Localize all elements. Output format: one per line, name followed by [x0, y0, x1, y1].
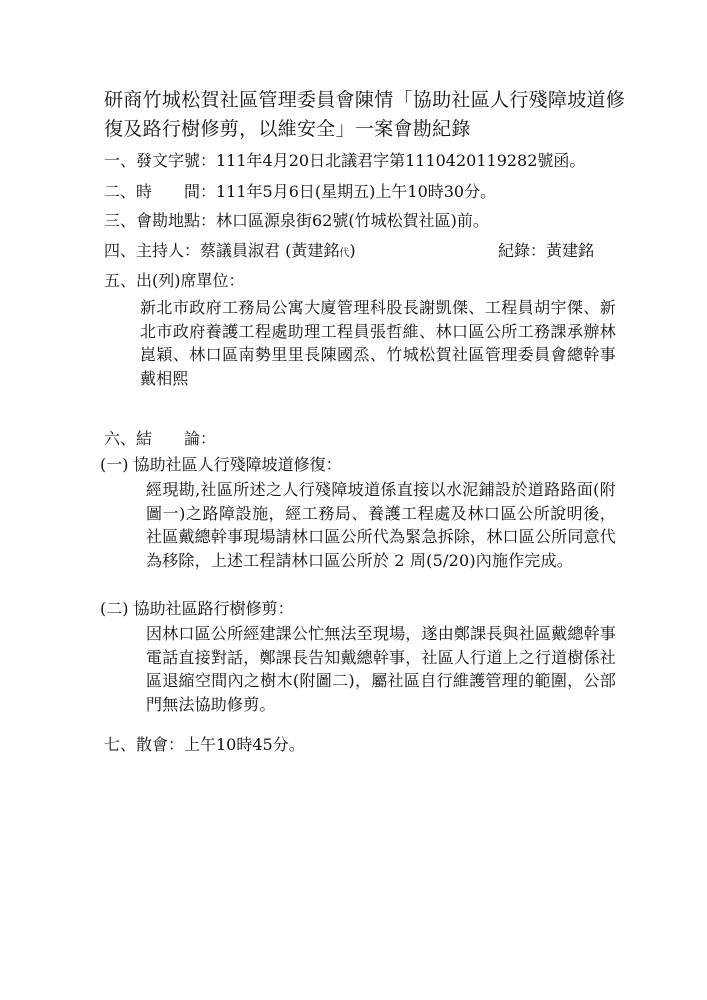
conclusion-1-heading: (一) 協助社區人行殘障坡道修復：: [100, 455, 342, 474]
host-proxy-mark: 代: [339, 248, 350, 259]
conclusion-1-paragraph: 經現勘,社區所述之人行殘障坡道係直接以水泥鋪設於道路路面(附圖一)之路障設施，經工務局、養護工程處及林口區公所說明後，社區戴總幹事現場請林口區公所代為緊急拆除，林口區公所同意代為移除，上述工程請林口區公所於 2 周(5/20)內施作完成。: [146, 480, 616, 570]
conclusion-label: 六、結 論：: [104, 429, 217, 448]
conclusion-2-paragraph: 因林口區公所經建課公忙無法至現場，遂由鄭課長與社區戴總幹事電話直接對話，鄭課長告知戴總幹事，社區人行道上之行道樹係社區退縮空間內之樹木(附圖二)，屬社區自行維護管理的範圍，公部門無法協助修剪。: [146, 624, 616, 714]
attendees-label: 五、出(列)席單位：: [104, 271, 245, 290]
document-title: 研商竹城松賀社區管理委員會陳情「協助社區人行殘障坡道修復及路行樹修剪，以維安全」一案會勘紀錄: [104, 89, 626, 140]
recorder-line: 紀錄：黃建銘: [498, 241, 595, 260]
host-close: ): [349, 241, 356, 260]
meeting-location-line: 三、會勘地點：林口區源泉街62號(竹城松賀社區)前。: [104, 211, 489, 230]
doc-number-line: 一、發文字號：111年4月20日北議君字第1110420119282號函。: [104, 151, 586, 170]
host-text: 四、主持人：蔡議員淑君 (黃建銘: [104, 241, 340, 260]
conclusion-2-heading: (二) 協助社區路行樹修剪：: [100, 599, 294, 618]
adjourn-line: 七、散會：上午10時45分。: [104, 735, 305, 754]
meeting-time-line: 二、時 間：111年5月6日(星期五)上午10時30分。: [104, 182, 497, 201]
host-line: [104, 240, 356, 265]
attendees-paragraph: 新北市政府工務局公寓大廈管理科股長謝凱傑、工程員胡宇傑、新北市政府養護工程處助理工程員張哲維、林口區公所工務課承辦林崑穎、林口區南勢里里長陳國烝、竹城松賀社區管理委員會總幹事戴相熙: [140, 298, 616, 388]
